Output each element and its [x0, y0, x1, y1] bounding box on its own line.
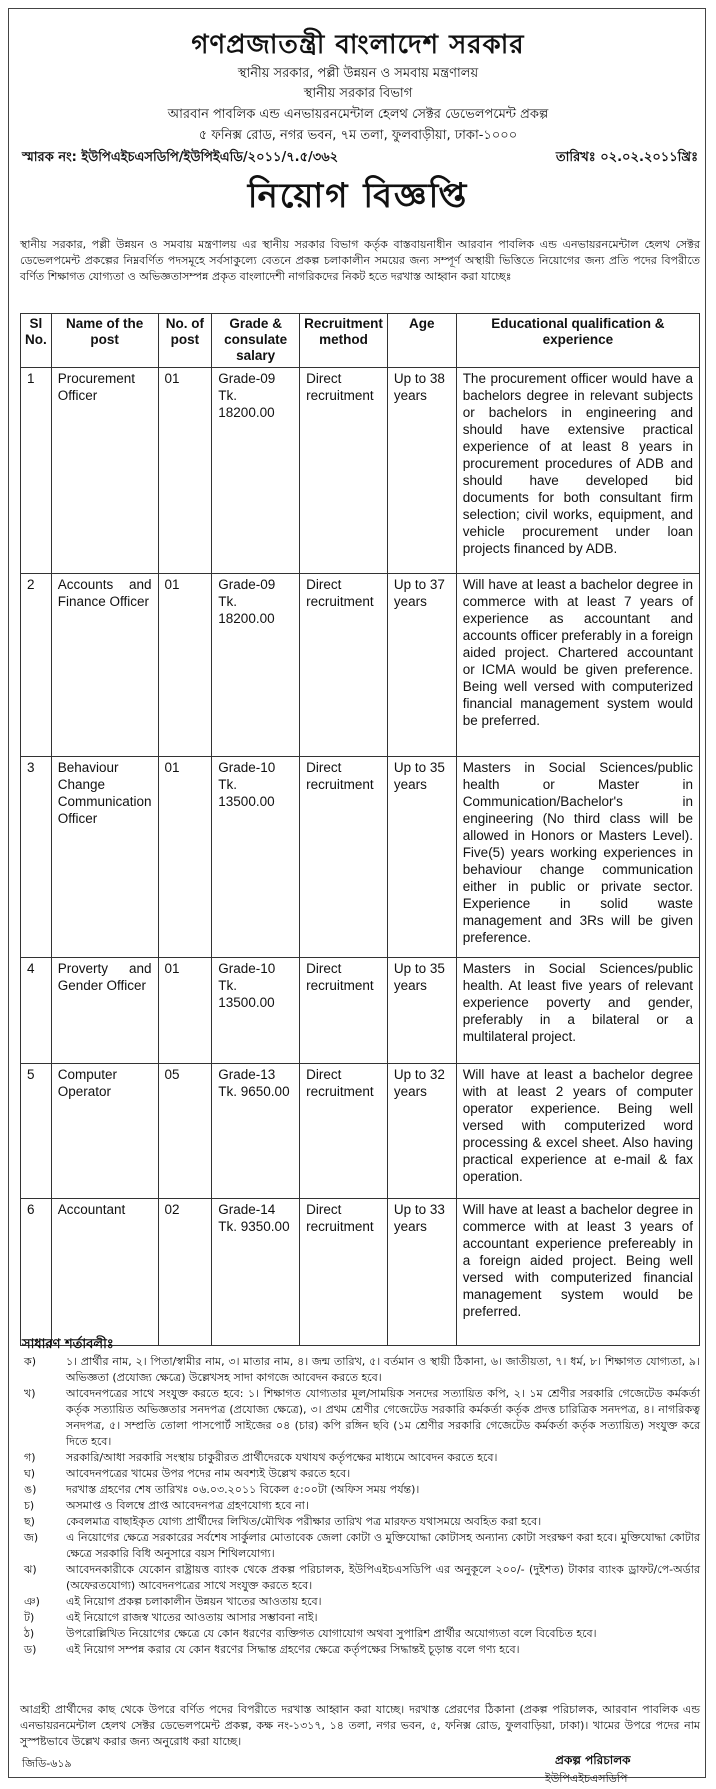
signature-title: প্রকল্প পরিচালক [555, 1753, 631, 1767]
condition-item [20, 1642, 700, 1658]
grade-text: Grade-10 [218, 760, 276, 775]
condition-text: এই নিয়োগ সম্পন্ন করার যে কোন ধরণের সিদ্ধান্ত গ্রহণের ক্ষেত্রে কর্তৃপক্ষের সিদ্ধান্তই চূড়ান্ত বলে গণ্য হবে। [66, 1643, 520, 1656]
num-cell: 01 [158, 757, 212, 958]
condition-item [20, 1466, 700, 1482]
division-line: স্থানীয় সরকার বিভাগ [303, 86, 413, 101]
condition-item [20, 1562, 700, 1594]
govt-heading: গণপ্রজাতন্ত্রী বাংলাদেশ সরকার [191, 30, 525, 60]
grade-text: Grade-14 [218, 1202, 276, 1217]
salary-text: Tk. 13500.00 [218, 978, 275, 1010]
condition-item [20, 1514, 700, 1530]
post-cell: Behaviour Change Communication Officer [51, 757, 158, 958]
grade-cell [212, 757, 300, 958]
table-row [21, 368, 700, 574]
condition-item [20, 1530, 700, 1562]
memo-number: স্মারক নং: ইউপিএইচএসডিপি/ইউপিইএডি/২০১১/৭.৫/৩৬২ [22, 150, 339, 165]
header-num: No. of post [158, 314, 212, 368]
table-row [21, 958, 700, 1064]
condition-item [20, 1482, 700, 1498]
post-cell: Procurement Officer [51, 368, 158, 574]
condition-marker: ঝ) [24, 1563, 37, 1576]
grade-text: Grade-09 [218, 577, 276, 592]
salary-text: Tk. 9350.00 [218, 1219, 290, 1234]
condition-item [20, 1498, 700, 1514]
table-row [21, 757, 700, 958]
qual-cell: Will have at least a bachelor degree with at least 2 years of computer operator experience. Being well versed with computerized word processing & excel sheet. Also having practical experience at e-mail & fax operation. [456, 1064, 699, 1199]
post-cell: Accounts and Finance Officer [51, 574, 158, 757]
salary-text: Tk. 9650.00 [218, 1084, 290, 1099]
header-age: Age [387, 314, 456, 368]
condition-marker: ড) [24, 1643, 37, 1656]
sl-cell: 4 [21, 958, 52, 1064]
grade-cell [212, 574, 300, 757]
memo-date: তারিখঃ ০২.০২.২০১১খ্রিঃ [555, 150, 698, 165]
condition-text: কেবলমাত্র বাছাইকৃত যোগ্য প্রার্থীদের লিখিত/মৌখিক পরীক্ষার তারিখ পত্র মারফত যথাসময়ে অবহিত করা হবে। [66, 1515, 542, 1528]
sl-cell: 6 [21, 1199, 52, 1346]
method-cell: Direct recruitment [300, 1199, 388, 1346]
signature-org: ইউপিএইচএসডিপি [545, 1772, 628, 1785]
grade-text: Grade-13 [218, 1067, 276, 1082]
condition-item [20, 1450, 700, 1466]
condition-text: আবেদনপত্রের খামের উপর পদের নাম অবশ্যই উল্লেখ করতে হবে। [66, 1467, 351, 1480]
header-post: Name of the post [51, 314, 158, 368]
condition-item [20, 1626, 700, 1642]
condition-marker: গ) [24, 1451, 36, 1464]
method-cell: Direct recruitment [300, 574, 388, 757]
condition-text: এই নিয়োগ প্রকল্প চলাকালীন উন্নয়ন খাতের আওতায় হবে। [66, 1595, 322, 1608]
grade-cell [212, 368, 300, 574]
post-cell: Computer Operator [51, 1064, 158, 1199]
condition-text: এই নিয়োগে রাজস্ব খাতের আওতায় আসার সম্ভাবনা নাই। [66, 1611, 318, 1624]
condition-marker: ঞ) [24, 1595, 40, 1608]
age-cell: Up to 35 years [387, 757, 456, 958]
conditions-title: সাধারণ শর্তাবলীঃ [22, 1337, 114, 1352]
condition-marker: খ) [24, 1387, 36, 1400]
sl-cell: 1 [21, 368, 52, 574]
salary-text: Tk. 18200.00 [218, 388, 275, 420]
condition-text: আবেদনকারীকে যেকোন রাষ্ট্রায়ত্ত ব্যাংক থেকে প্রকল্প পরিচালক, ইউপিএইচএসডিপি এর অনুকূলে ২০০/- (দুইশত) টাকার ব্যাংক ড্রাফট/পে-অর্ডার (অফেরতযোগ্য) আবেদনপত্রের সাথে সংযুক্ত করতে হবে। [66, 1563, 700, 1592]
memo-row [22, 148, 698, 169]
condition-text: উপরোল্লিখিত নিয়োগের ক্ষেত্রে যে কোন ধরণের ব্যক্তিগত যোগাযোগ অথবা সুপারিশ প্রার্থীর অযোগ্যতা বলে বিবেচিত হবে। [66, 1627, 597, 1640]
method-cell: Direct recruitment [300, 958, 388, 1064]
condition-item [20, 1594, 700, 1610]
condition-marker: ঘ) [24, 1467, 36, 1480]
table-header-row [21, 314, 700, 368]
age-cell: Up to 35 years [387, 958, 456, 1064]
sl-cell: 3 [21, 757, 52, 958]
age-cell: Up to 33 years [387, 1199, 456, 1346]
table-row [21, 1064, 700, 1199]
num-cell: 02 [158, 1199, 212, 1346]
post-cell: Proverty and Gender Officer [51, 958, 158, 1064]
grade-text: Grade-09 [218, 371, 276, 386]
qual-cell: Will have at least a bachelor degree in commerce with at least 3 years of accountant experience prefereably in a foreign aided project. Being well versed with computerized financial management system would be preferred. [456, 1199, 699, 1346]
project-line: আরবান পাবলিক এন্ড এনভায়রনমেন্টাল হেলথ সেক্টর ডেভেলপমেন্ট প্রকল্প [167, 107, 549, 122]
sl-cell: 2 [21, 574, 52, 757]
age-cell: Up to 32 years [387, 1064, 456, 1199]
header-qual: Educational qualification & experience [456, 314, 699, 368]
condition-text: সরকারি/আধা সরকারি সংস্থায় চাকুরীরত প্রার্থীদেরকে যথাযথ কর্তৃপক্ষের মাধ্যমে আবেদন করতে হবে। [66, 1451, 498, 1464]
header-grade: Grade & consulate salary [212, 314, 300, 368]
grade-cell [212, 1199, 300, 1346]
condition-marker: চ) [24, 1499, 35, 1512]
salary-text: Tk. 13500.00 [218, 777, 275, 809]
conditions-list [20, 1354, 700, 1658]
qual-cell: Masters in Social Sciences/public health or Master in Communication/Bachelor's in engineering (No third class will be allowed in Honors or Masters Level). Five(5) years working experiences in behaviour change communication either in public or private sector. Experience in solid waste management and 3Rs will be given preference. [456, 757, 699, 958]
condition-text: আবেদনপত্রের সাথে সংযুক্ত করতে হবে: ১। শিক্ষাগত যোগ্যতার মূল/সাময়িক সনদের সত্যায়িত কপি, ২। ১ম শ্রেণীর সরকারি গেজেটেড কর্মকর্তা কর্তৃক সত্যায়িত অভিজ্ঞতার সনদপত্র (প্রযোজ্য ক্ষেত্রে), ৩। প্রথম শ্রেণীর গেজেটেড সরকারি কর্মকর্তা কর্তৃক প্রদত্ত চারিত্রিক সনদপত্র, ৪। নাগরিকত্ব সনদপত্র, ৫। সম্প্রতি তোলা পাসপোর্ট সাইজের ০৪ (চার) কপি রঙ্গিন ছবি (১ম শ্রেণীর সরকারি গেজেটেড কর্মকর্তা কর্তৃক সত্যায়িত) সংযুক্ত করে দিতে হবে। [66, 1387, 700, 1448]
notice-title: নিয়োগ বিজ্ঞপ্তি [247, 176, 469, 216]
age-cell: Up to 37 years [387, 574, 456, 757]
condition-text: অসমাপ্ত ও বিলম্বে প্রাপ্ত আবেদনপত্র গ্রহণযোগ্য হবে না। [66, 1499, 309, 1512]
condition-marker: জ) [24, 1531, 39, 1544]
condition-text: ১। প্রার্থীর নাম, ২। পিতা/স্বামীর নাম, ৩। মাতার নাম, ৪। জন্ম তারিখ, ৫। বর্তমান ও স্থায়ী ঠিকানা, ৬। জাতীয়তা, ৭। ধর্ম, ৮। শিক্ষাগত যোগ্যতা, ৯। অভিজ্ঞতা (প্রযোজ্য ক্ষেত্রে) উল্লেখসহ সাদা কাগজে আবেদন করতে হবে। [66, 1355, 700, 1384]
condition-marker: ক) [24, 1355, 36, 1368]
grade-cell [212, 1064, 300, 1199]
post-cell: Accountant [51, 1199, 158, 1346]
age-cell: Up to 38 years [387, 368, 456, 574]
condition-item [20, 1354, 700, 1386]
condition-marker: ট) [24, 1611, 35, 1624]
condition-marker: ঠ) [24, 1627, 35, 1640]
qual-cell: Will have at least a bachelor degree in commerce with at least 7 years of experience as accountant and accounts officer preferably in a foreign aided project. Chartered accountant or ICMA would be given preference. Being well versed with computerized financial management system would be preferred. [456, 574, 699, 757]
method-cell: Direct recruitment [300, 1064, 388, 1199]
gd-code: জিডি-৬১৯ [22, 1757, 72, 1770]
header-sl: Sl No. [21, 314, 52, 368]
intro-paragraph: স্থানীয় সরকার, পল্লী উন্নয়ন ও সমবায় মন্ত্রণালয় এর স্থানীয় সরকার বিভাগ কর্তৃক বাস্তবায়নাধীন আরবান পাবলিক এন্ড এনভায়রনমেন্টাল হেলথ সেক্টর ডেভেলপমেন্ট প্রকল্পের নিম্নবর্ণিত পদসমূহে সর্বসাকুল্যে বেতনে প্রকল্প চলাকালীন সময়ের জন্য সম্পূর্ণ অস্থায়ী ভিত্তিতে নিয়োগের জন্য প্রতি পদের বিপরীতে বর্ণিত শিক্ষাগত যোগ্যতা ও অভিজ্ঞতাসম্পন্ন প্রকৃত বাংলাদেশী নাগরিকদের নিকট হতে দরখাস্ত আহ্বান করা যাচ্ছেঃ [20, 238, 700, 283]
table-row [21, 1199, 700, 1346]
condition-text: এ নিয়োগের ক্ষেত্রে সরকারের সর্বশেষ সার্কুলার মোতাবেক জেলা কোটা ও মুক্তিযোদ্ধা কোটাসহ অন্যান্য কোটা সংরক্ষণ করা হবে। মুক্তিযোদ্ধা কোটার ক্ষেত্রে সরকারি বিধি অনুসারে বয়স শিথিলযোগ্য। [66, 1531, 700, 1560]
condition-item [20, 1386, 700, 1450]
num-cell: 01 [158, 958, 212, 1064]
ministry-line: স্থানীয় সরকার, পল্লী উন্নয়ন ও সমবায় মন্ত্রণালয় [237, 66, 479, 81]
num-cell: 01 [158, 574, 212, 757]
condition-marker: ছ) [24, 1515, 35, 1528]
qual-cell: Masters in Social Sciences/public health. At least five years of relevant experience poverty and gender, preferably in a bilateral or a multilateral project. [456, 958, 699, 1064]
method-cell: Direct recruitment [300, 368, 388, 574]
address-line: ৫ ফনিক্স রোড, নগর ভবন, ৭ম তলা, ফুলবাড়ীয়া, ঢাকা-১০০০ [198, 128, 518, 143]
jobs-table [20, 313, 700, 1346]
salary-text: Tk. 18200.00 [218, 594, 275, 626]
header-method: Recruitment method [300, 314, 388, 368]
table-row [21, 574, 700, 757]
condition-item [20, 1610, 700, 1626]
qual-cell: The procurement officer would have a bachelors degree in relevant subjects or bachelors in engineering and should have extensive practical experience of at least 8 years in procurement procedures of ADB and should have developed bid documents for both consultant firm selection; civil works, equipment, and vehicle procurement under loan projects financed by ADB. [456, 368, 699, 574]
num-cell: 01 [158, 368, 212, 574]
closing-paragraph: আগ্রহী প্রার্থীদের কাছ থেকে উপরে বর্ণিত পদের বিপরীতে দরখাস্ত আহ্বান করা যাচ্ছে। দরখাস্ত প্রেরণের ঠিকানা (প্রকল্প পরিচালক, আরবান পাবলিক এন্ড এনভায়রনমেন্টাল হেলথ সেক্টর ডেভেলপমেন্ট প্রকল্প, কক্ষ নং-১৩১৭, ১৪ তলা, নগর ভবন, ৫, ফনিক্স রোড, ফুলবাড়িয়া, ঢাকা)। খামের উপরে পদের নাম সুস্পষ্টভাবে উল্লেখ করার জন্য অনুরোধ করা যাচ্ছে। [20, 1703, 700, 1748]
num-cell: 05 [158, 1064, 212, 1199]
sl-cell: 5 [21, 1064, 52, 1199]
condition-text: দরখাস্ত গ্রহণের শেষ তারিখঃ ০৬.০৩.২০১১ বিকেল ৫:০০টা (অফিস সময় পর্যন্ত)। [66, 1483, 420, 1496]
method-cell: Direct recruitment [300, 757, 388, 958]
condition-marker: ঙ) [24, 1483, 37, 1496]
grade-cell [212, 958, 300, 1064]
grade-text: Grade-10 [218, 961, 276, 976]
